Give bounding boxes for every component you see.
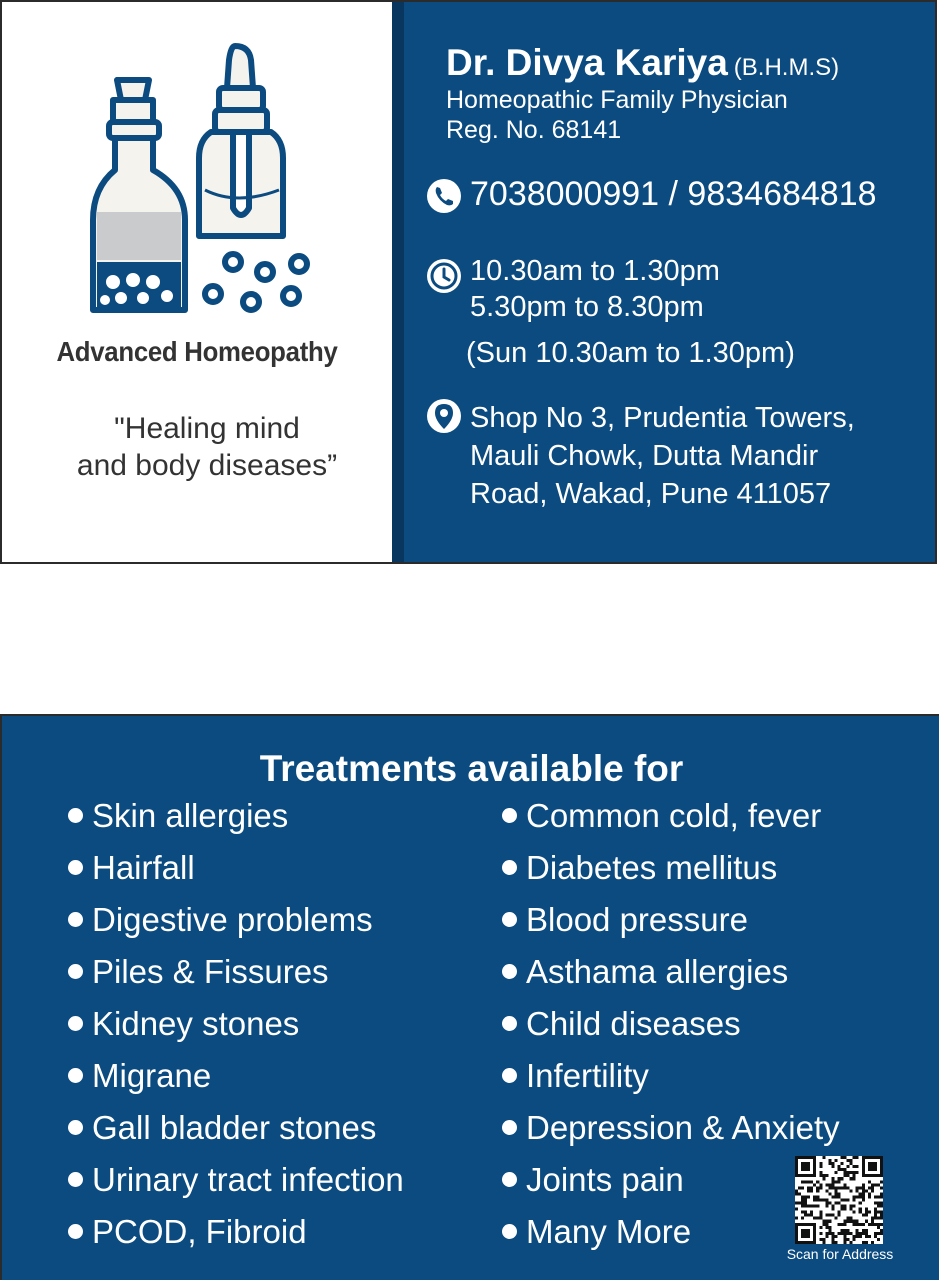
bullet-icon (502, 1120, 517, 1135)
business-card-front (0, 0, 937, 564)
treatment-label: Common cold, fever (526, 797, 822, 834)
hours-evening: 5.30pm to 8.30pm (470, 291, 704, 323)
treatment-label: Gall bladder stones (92, 1109, 377, 1146)
homeopathy-bottles-icon (87, 40, 317, 320)
treatment-label: Many More (526, 1213, 692, 1250)
bullet-icon (502, 1224, 517, 1239)
list-item (502, 842, 840, 894)
bullet-icon (502, 1068, 517, 1083)
list-item (68, 842, 404, 894)
list-item (502, 1154, 840, 1206)
treatments-title: Treatments available for (259, 748, 684, 789)
hours-sunday: (Sun 10.30am to 1.30pm) (466, 337, 795, 369)
treatments-list-left (68, 790, 404, 1258)
list-item (68, 1102, 404, 1154)
tagline-line-1: "Healing mind (114, 412, 300, 445)
list-item (68, 1154, 404, 1206)
list-item (68, 894, 404, 946)
doctor-name: Dr. Divya Kariya (446, 42, 728, 83)
brand-panel (2, 2, 392, 562)
registration-number: Reg. No. 68141 (446, 116, 622, 144)
hours-morning: 10.30am to 1.30pm (470, 255, 720, 287)
bullet-icon (502, 1016, 517, 1031)
bullet-icon (502, 808, 517, 823)
contact-panel (392, 2, 935, 562)
list-item (502, 946, 840, 998)
clock-icon (426, 258, 462, 294)
bullet-icon (68, 1068, 83, 1083)
clinic-address: Shop No 3, Prudentia Towers, Mauli Chowk, Dutta Mandir Road, Wakad, Pune 411057 (470, 402, 855, 510)
list-item (502, 894, 840, 946)
bullet-icon (68, 1016, 83, 1031)
treatment-label: Skin allergies (92, 797, 289, 834)
business-card-back (0, 714, 939, 1280)
doctor-name-row (446, 42, 839, 84)
bullet-icon (502, 1172, 517, 1187)
qr-code-icon[interactable] (795, 1156, 883, 1244)
treatment-label: Joints pain (526, 1161, 684, 1198)
bullet-icon (68, 808, 83, 823)
doctor-degree: (B.H.M.S) (733, 54, 840, 81)
treatment-label: Asthama allergies (526, 953, 789, 990)
list-item (502, 1050, 840, 1102)
list-item (68, 1206, 404, 1258)
treatment-label: Migrane (92, 1057, 212, 1094)
treatment-label: Urinary tract infection (92, 1161, 404, 1198)
list-item (502, 1102, 840, 1154)
list-item (68, 790, 404, 842)
treatment-label: Diabetes mellitus (526, 849, 778, 886)
treatment-label: Digestive problems (92, 901, 373, 938)
treatment-label: Piles & Fissures (92, 953, 329, 990)
bullet-icon (502, 912, 517, 927)
list-item (68, 998, 404, 1050)
phone-icon (426, 178, 462, 214)
treatments-list-right (502, 790, 840, 1258)
list-item (502, 790, 840, 842)
list-item (68, 946, 404, 998)
bullet-icon (68, 912, 83, 927)
treatment-label: Kidney stones (92, 1005, 300, 1042)
phone-numbers[interactable]: 7038000991 / 9834684818 (470, 175, 877, 213)
treatment-label: Blood pressure (526, 901, 748, 938)
doctor-title: Homeopathic Family Physician (446, 86, 788, 114)
treatment-label: PCOD, Fibroid (92, 1213, 307, 1250)
list-item (502, 998, 840, 1050)
bullet-icon (68, 860, 83, 875)
list-item (68, 1050, 404, 1102)
treatment-label: Hairfall (92, 849, 195, 886)
bullet-icon (502, 860, 517, 875)
treatment-label: Child diseases (526, 1005, 741, 1042)
location-pin-icon (426, 398, 462, 434)
bullet-icon (68, 1120, 83, 1135)
treatment-label: Depression & Anxiety (526, 1109, 840, 1146)
brand-name: Advanced Homeopathy (56, 336, 338, 367)
bullet-icon (68, 1172, 83, 1187)
tagline (2, 410, 412, 484)
bullet-icon (68, 1224, 83, 1239)
bullet-icon (68, 964, 83, 979)
treatment-label: Infertility (526, 1057, 649, 1094)
qr-caption: Scan for Address (786, 1246, 894, 1262)
bullet-icon (502, 964, 517, 979)
tagline-line-2: and body diseases” (76, 449, 338, 482)
